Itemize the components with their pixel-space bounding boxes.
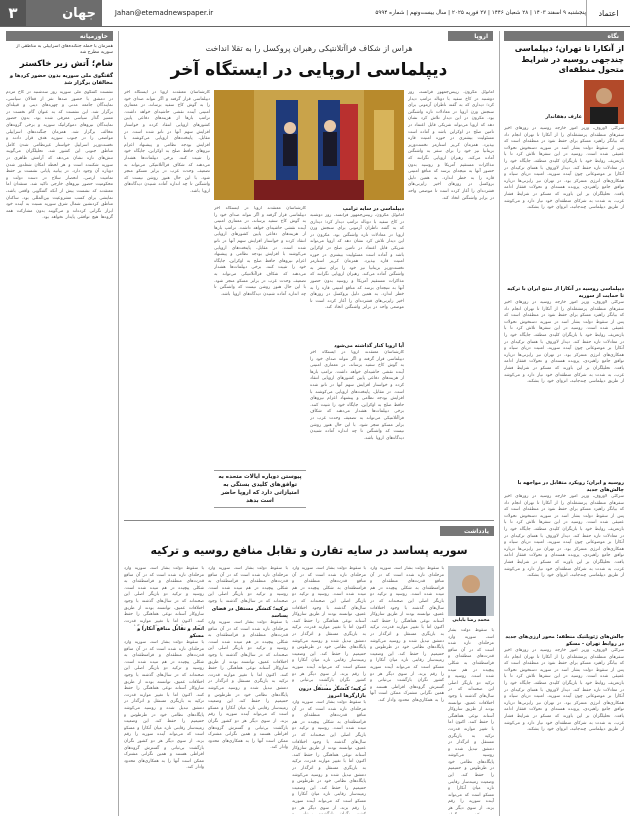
europe-label: اروپا [448,31,493,41]
left-section-label: خاورمیانه [6,31,113,41]
author-portrait-image [448,566,494,616]
bottom-body-5b: با سقوط دولت بشار اسد، سوریه وارد مرحله‌ای تازه شده است که در آن منافع قدرت‌های منطقه‌ای و فرامنطقه‌ای به شکلی پیچیده در هم تنیده شده است. روسیه و ترکیه دو بازیگر اصلی این صحنه‌اند که در سال‌های گذشته با وجود اختلافات عمیق، توانسته بودند از طریق سازوکار آستانه نوعی هماهنگی را حفظ کنند. اکنون اما با تغییر موازنه قدرت، ترکیه به بازیگری مستقل و اثرگذار در دمشق تبدیل شده و روسیه می‌کوشد پایگاه‌های نظامی خود در طرطوس و حمیمیم را حفظ کند. این وضعیت زمینه‌ساز رقابتی تازه میان آنکارا و مسکو است که می‌تواند آینده سوریه را رقم بزند. از سوی دیگر هر دو کشور نگران بازگشت بی‌ثباتی و گسترش گروه‌های افراطی هستند و همین نگرانی مشترک ممکن است آنها را به همکاری‌های محدود وادار کند. [124,640,204,771]
main-headline: دیپلماسی اروپایی در ایستگاه آخر [170,60,448,80]
main-body-b2: کارشناسان معتقدند اروپا در ایستگاه آخر دیپلماسی قرار گرفته و اگر نتواند صدای خود را به گوش کاخ سفید برساند، در معماری امنیتی آینده نقشی حاشیه‌ای خواهد داشت. ترامپ بارها از هزینه‌های دفاعی پایین کشورهای اروپایی انتقاد کرده و خواستار افزایش سهم آنها در ناتو شده است. در مقابل، پایتخت‌های اروپایی می‌کوشند با افزایش بودجه نظامی و پیشنهاد اعزام نیروهای حافظ صلح به اوکراین، جایگاه خود را تثبیت کنند. برخی دیپلمات‌ها هشدار می‌دهند که شکاف فراآتلانتیکی می‌تواند به تضعیف وحدت غرب در برابر مسکو منجر شود. با این حال هنوز روشن نیست که واشنگتن تا چه اندازه آماده شنیدن دیدگاه‌های اروپا باشد. [214,206,306,297]
left-headline: شام؛ آتش زیر خاکستر [19,59,113,69]
page-number: ۳ [0,0,26,26]
left-intro: همزمان با حمله جنگنده‌های اسراییلی به مناطقی از سوریه مطرح شد [16,44,113,55]
bottom-author-name: محمد رضا بابایی [452,618,490,623]
bottom-body-3b: با سقوط دولت بشار اسد، سوریه وارد مرحله‌ای تازه شده است که در آن منافع قدرت‌های منطقه‌ای و فرامنطقه‌ای به شکلی پیچیده در هم تنیده شده است. روسیه و ترکیه دو بازیگر اصلی این صحنه‌اند که در سال‌های گذشته با وجود اختلافات عمیق، توانسته بودند از طریق سازوکار آستانه نوعی هماهنگی را حفظ کنند. اکنون اما با تغییر موازنه قدرت، ترکیه به بازیگری مستقل و اثرگذار در دمشق تبدیل شده و روسیه می‌کوشد پایگاه‌های نظامی خود در طرطوس و حمیمیم را حفظ کند. این وضعیت زمینه‌ساز رقابتی تازه میان آنکارا و مسکو است که می‌تواند آینده سوریه را رقم بزند. از سوی دیگر هر دو [292,700,366,811]
right-column [504,126,624,816]
bottom-body-3: با سقوط دولت بشار اسد، سوریه وارد مرحله‌ای تازه شده است که در آن منافع قدرت‌های منطقه‌ای و فرامنطقه‌ای به شکلی پیچیده در هم تنیده شده است. روسیه و ترکیه دو بازیگر اصلی این صحنه‌اند که در سال‌های گذشته با وجود اختلافات عمیق، توانسته بودند از طریق سازوکار آستانه نوعی هماهنگی را حفظ کنند. اکنون اما با تغییر موازنه قدرت، ترکیه به بازیگری مستقل و اثرگذار در دمشق تبدیل شده و روسیه می‌کوشد پایگاه‌های نظامی خود در طرطوس و حمیمیم را حفظ کند. این وضعیت زمینه‌ساز رقابتی تازه میان آنکارا و مسکو است که می‌تواند آینده سوریه را رقم بزند. از سوی دیگر هر دو کشور نگران بازگشت بی‌ثباتی و [292,566,366,684]
main-body-a: امانوئل مکرون، رییس‌جمهور فرانسه، روز دوشنبه در کاخ سفید با دونالد ترامپ دیدار کرد؛ دیداری که به گفته ناظران آزمونی برای سنجش وزن اروپا در معادلات تازه واشنگتن بود. مکرون در این دیدار تلاش کرد نشان دهد که اروپا می‌تواند شریکی قابل اعتماد در تامین صلح در اوکراین باشد و آماده است مسئولیت بیشتری در حوزه امنیت قاره بپذیرد. همزمان کی‌یر استارمر نخست‌وزیر بریتانیا نیز خود را برای سفر به واشنگتن آماده می‌کند. رهبران اروپایی نگرانند که مذاکرات مستقیم آمریکا و روسیه بدون حضور آنها به نتیجه‌ای برسد که منافع امنیتی قاره را به خطر اندازد. به همین دلیل بروکسل در روزهای اخیر رایزنی‌های فشرده‌ای را آغاز کرده است تا موضعی واحد در برابر واشنگتن اتخاذ کند. [408,90,494,201]
right-author-photo [584,80,624,124]
bottom-col-1 [448,628,494,814]
press-conference-image [214,90,404,200]
left-lead: گفتگوی ملی سوریه بدون حضور کردها و مخالفان برگزار شد [9,73,113,86]
divider [499,31,500,816]
right-body-1: سرگئی لاوروف، وزیر امور خارجه روسیه در روزهای اخیر سفرهای منطقه‌ای پرمشغله‌ای را از آنکارا تا تهران انجام داد که بیانگر راهبرد مسکو برای حفظ نفوذ در منطقه‌ای است که پس از سقوط دولت بشار اسد در سوریه دستخوش تحولات عمیقی شده است. روسیه در این سفرها تلاش کرد تا با بازتعریف روابط خود با بازیگران کلیدی منطقه، جایگاه خود را در معادلات تازه حفظ کند. دیدار لاوروف با همتای ترکیه‌ای در آنکارا بر موضوعاتی چون آینده سوریه، امنیت دریای سیاه و همکاری‌های انرژی متمرکز بود. در تهران نیز رایزنی‌ها درباره توافق جامع راهبردی، پرونده هسته‌ای و تحولات قفقاز ادامه یافت. تحلیلگران بر این باورند که مسکو در شرایط فشار غرب، به شدت به شرکای منطقه‌ای خود نیاز دارد و می‌کوشد از طریق دیپلماسی چندجانبه، انزوای خود را بشکند. [504,126,624,211]
right-sub3: چالش‌های ژئوپلتیک منطقه؛ محور ارزی‌های جدید در روابط تهران - مسکو [505,634,624,647]
bottom-body-4b: با سقوط دولت بشار اسد، سوریه وارد مرحله‌ای تازه شده است که در آن منافع قدرت‌های منطقه‌ای و فرامنطقه‌ای به شکلی پیچیده در هم تنیده شده است. روسیه و ترکیه دو بازیگر اصلی این صحنه‌اند که در سال‌های گذشته با وجود اختلافات عمیق، توانسته بودند از طریق سازوکار آستانه نوعی هماهنگی را حفظ کنند. اکنون اما با تغییر موازنه قدرت، ترکیه به بازیگری مستقل و اثرگذار در دمشق تبدیل شده و روسیه می‌کوشد پایگاه‌های نظامی خود در طرطوس و حمیمیم را حفظ کند. این وضعیت زمینه‌ساز رقابتی تازه میان آنکارا و مسکو است که می‌تواند آینده سوریه را رقم بزند. از سوی دیگر هر دو کشور نگران بازگشت بی‌ثباتی و گسترش گروه‌های افراطی هستند و همین نگرانی مشترک ممکن است آنها را به همکاری‌های محدود وادار کند. [208,620,288,751]
left-body: نشست گفتگوی ملی سوریه روز سه‌شنبه در کاخ مردم در دمشق با حضور صدها نفر از فعالان سیاسی، نمایندگان جامعه مدنی و چهره‌های دینی و قبیله‌ای برگزار شد. این نشست که به عنوان گام نخست در مسیر گذار سیاسی معرفی شده بود، بدون حضور نمایندگان نیروهای دموکراتیک سوریه و برخی گروه‌های مخالف برگزار شد. همزمان جنگنده‌های اسراییلی مواضعی را در جنوب سوریه هدف قرار دادند و نخست‌وزیر اسراییل خواستار غیرنظامی شدن کامل مناطق جنوبی این کشور شد. تحلیلگران می‌گویند تنش‌های تازه نشان می‌دهد که آرامش ظاهری در سوریه شکننده است و هر لحظه امکان شعله‌ور شدن دوباره آن وجود دارد. در بیانیه پایانی نشست بر حفظ تمامیت ارضی، انحصار سلاح در دست دولت و محکومیت حضور نیروهای خارجی تاکید شد. منتقدان اما معتقدند که نشست بیش از آنکه گفتگویی واقعی باشد، نمایشی برای کسب مشروعیت بین‌المللی بود. ساکنان مناطق کردنشین شمال شرق سوریه نسبت به آینده خود ابراز نگرانی کرده‌اند و می‌گویند بدون مشارکت همه گروه‌ها هیچ توافقی پایدار نخواهد بود. [6,90,113,221]
bottom-body-1: با سقوط دولت بشار اسد، سوریه وارد مرحله‌ای تازه شده است که در آن منافع قدرت‌های منطقه‌ای و فرامنطقه‌ای به شکلی پیچیده در هم تنیده شده است. روسیه و ترکیه دو بازیگر اصلی این صحنه‌اند که در سال‌های گذشته با وجود اختلافات عمیق، توانسته بودند از طریق سازوکار آستانه نوعی هماهنگی را حفظ کنند. اکنون اما با تغییر موازنه قدرت، ترکیه به بازیگری مستقل و اثرگذار در دمشق تبدیل شده و روسیه می‌کوشد پایگاه‌های نظامی خود در طرطوس و حمیمیم را حفظ کند. این وضعیت زمینه‌ساز رقابتی تازه میان آنکارا و مسکو است که می‌تواند آینده سوریه را رقم بزند. از سوی دیگر هر [448,628,494,812]
right-body-3: سرگئی لاوروف، وزیر امور خارجه روسیه در روزهای اخیر سفرهای منطقه‌ای پرمشغله‌ای را از آنکارا تا تهران انجام داد که بیانگر راهبرد مسکو برای حفظ نفوذ در منطقه‌ای است که پس از سقوط دولت بشار اسد در سوریه دستخوش تحولات عمیقی شده است. روسیه در این سفرها تلاش کرد تا با بازتعریف روابط خود با بازیگران کلیدی منطقه، جایگاه خود را در معادلات تازه حفظ کند. دیدار لاوروف با همتای ترکیه‌ای در آنکارا بر موضوعاتی چون آینده سوریه، امنیت دریای سیاه و همکاری‌های انرژی متمرکز بود. در تهران نیز رایزنی‌ها درباره توافق جامع راهبردی، پرونده هسته‌ای و تحولات قفقاز ادامه یافت. تحلیلگران بر این باورند که مسکو در شرایط فشار غرب، به شدت به شرکای منطقه‌ای خود نیاز دارد و می‌کوشد از طریق دیپلماسی چندجانبه، انزوای خود را بشکند. [504,494,624,579]
bottom-col-2 [370,566,444,814]
main-body-a2: امانوئل مکرون، رییس‌جمهور فرانسه، روز دوشنبه در کاخ سفید با دونالد ترامپ دیدار کرد؛ دیداری که به گفته ناظران آزمونی برای سنجش وزن اروپا در معادلات تازه واشنگتن بود. مکرون در این دیدار تلاش کرد نشان دهد که اروپا می‌تواند شریکی قابل اعتماد در تامین صلح در اوکراین باشد و آماده است مسئولیت بیشتری در حوزه امنیت قاره بپذیرد. همزمان کی‌یر استارمر نخست‌وزیر بریتانیا نیز خود را برای سفر به واشنگتن آماده می‌کند. رهبران اروپایی نگرانند که مذاکرات مستقیم آمریکا و روسیه بدون حضور آنها به نتیجه‌ای برسد که منافع امنیتی قاره را به خطر اندازد. به همین دلیل بروکسل در روزهای اخیر رایزنی‌های فشرده‌ای را آغاز کرده است تا موضعی واحد در برابر واشنگتن اتخاذ کند. [310,213,404,311]
bottom-body-2: با سقوط دولت بشار اسد، سوریه وارد مرحله‌ای تازه شده است که در آن منافع قدرت‌های منطقه‌ای و فرامنطقه‌ای به شکلی پیچیده در هم تنیده شده است. روسیه و ترکیه دو بازیگر اصلی این صحنه‌اند که در سال‌های گذشته با وجود اختلافات عمیق، توانسته بودند از طریق سازوکار آستانه نوعی هماهنگی را حفظ کنند. اکنون اما با تغییر موازنه قدرت، ترکیه به بازیگری مستقل و اثرگذار در دمشق تبدیل شده و روسیه می‌کوشد پایگاه‌های نظامی خود در طرطوس و حمیمیم را حفظ کند. این وضعیت زمینه‌ساز رقابتی تازه میان آنکارا و مسکو است که می‌تواند آینده سوریه را رقم بزند. از سوی دیگر هر دو کشور نگران بازگشت بی‌ثباتی و گسترش گروه‌های افراطی هستند و همین نگرانی مشترک ممکن است آنها را به همکاری‌های محدود وادار کند. [370,566,444,703]
right-body-2: سرگئی لاوروف، وزیر امور خارجه روسیه در روزهای اخیر سفرهای منطقه‌ای پرمشغله‌ای را از آنکارا تا تهران انجام داد که بیانگر راهبرد مسکو برای حفظ نفوذ در منطقه‌ای است که پس از سقوط دولت بشار اسد در سوریه دستخوش تحولات عمیقی شده است. روسیه در این سفرها تلاش کرد تا با بازتعریف روابط خود با بازیگران کلیدی منطقه، جایگاه خود را در معادلات تازه حفظ کند. دیدار لاوروف با همتای ترکیه‌ای در آنکارا بر موضوعاتی چون آینده سوریه، امنیت دریای سیاه و همکاری‌های انرژی متمرکز بود. در تهران نیز رایزنی‌ها درباره توافق جامع راهبردی، پرونده هسته‌ای و تحولات قفقاز ادامه یافت. تحلیلگران بر این باورند که مسکو در شرایط فشار غرب، به شدت به شرکای منطقه‌ای خود نیاز دارد و می‌کوشد از طریق دیپلماسی چندجانبه، انزوای خود را بشکند. [504,300,624,385]
bottom-col-5 [124,566,204,814]
bottom-sub2: اتحاد و تقابل منافع آنکارا و مسکو [137,626,204,639]
main-photo [214,90,404,200]
main-body-b3: کارشناسان معتقدند اروپا در ایستگاه آخر دیپلماسی قرار گرفته و اگر نتواند صدای خود را به گوش کاخ سفید برساند، در معماری امنیتی آینده نقشی حاشیه‌ای خواهد داشت. ترامپ بارها از هزینه‌های دفاعی پایین کشورهای اروپایی انتقاد کرده و خواستار افزایش سهم آنها در ناتو شده است. در مقابل، پایتخت‌های اروپایی می‌کوشند با افزایش بودجه نظامی و پیشنهاد اعزام نیروهای حافظ صلح به اوکراین، جایگاه خود را تثبیت کنند. برخی دیپلمات‌ها هشدار می‌دهند که شکاف فراآتلانتیکی می‌تواند به تضعیف وحدت غرب در برابر مسکو منجر شود. با این حال هنوز روشن نیست که واشنگتن تا چه اندازه آماده شنیدن دیدگاه‌های اروپا باشد. [310,350,404,441]
main-col-right [408,90,494,500]
newspaper-logo: اعتماد [586,0,630,26]
right-sub1: دیپلماسی روسیه در آنکارا از منتج ایران با ترکیه تا حمایت از سوریه [507,286,624,299]
bottom-headline: سوریه پساسد در سایه تقارن و تقابل منافع روسیه و ترکیه [150,544,468,557]
pull-quote: پیوستن دوباره ایالات متحده به توافق‌های کلیدی بستگی به امتیازاتی دارد که اروپا حاضر است بدهد [214,470,306,508]
note-label: یادداشت [440,526,494,536]
main-sub1: دیپلماسی در سایه ترامپ [342,206,404,212]
main-col-mid-right [310,206,404,500]
right-sub2: روسیه و ایران؛ رویکرد متقابل در مواجهه با چالش‌های جدید [517,480,624,493]
bottom-body-5: با سقوط دولت بشار اسد، سوریه وارد مرحله‌ای تازه شده است که در آن منافع قدرت‌های منطقه‌ای و فرامنطقه‌ای به شکلی پیچیده در هم تنیده شده است. روسیه و ترکیه دو بازیگر اصلی این صحنه‌اند که در سال‌های گذشته با وجود اختلافات عمیق، توانسته بودند از طریق سازوکار آستانه نوعی هماهنگی را حفظ کنند. اکنون اما با تغییر موازنه قدرت، [124,566,204,624]
divider [118,31,119,816]
right-body-4: سرگئی لاوروف، وزیر امور خارجه روسیه در روزهای اخیر سفرهای منطقه‌ای پرمشغله‌ای را از آنکارا تا تهران انجام داد که بیانگر راهبرد مسکو برای حفظ نفوذ در منطقه‌ای است که پس از سقوط دولت بشار اسد در سوریه دستخوش تحولات عمیقی شده است. روسیه در این سفرها تلاش کرد تا با بازتعریف روابط خود با بازیگران کلیدی منطقه، جایگاه خود را در معادلات تازه حفظ کند. دیدار لاوروف با همتای ترکیه‌ای در آنکارا بر موضوعاتی چون آینده سوریه، امنیت دریای سیاه و همکاری‌های انرژی متمرکز بود. در تهران نیز رایزنی‌ها درباره توافق جامع راهبردی، پرونده هسته‌ای و تحولات قفقاز ادامه یافت. تحلیلگران بر این باورند که مسکو در شرایط فشار غرب، به شدت به شرکای منطقه‌ای خود نیاز دارد و می‌کوشد از طریق دیپلماسی چندجانبه، انزوای خود را بشکند. [504,648,624,733]
main-sub2: آیا اروپا کنار گذاشته می‌شود [334,343,404,349]
right-headline: از آنکارا تا تهران؛ دیپلماسی چندجهی روسیه در شرایط متحول منطقه‌ای [514,44,624,74]
right-section-label: نگاه [504,31,624,41]
section-name: جهان [26,0,104,26]
right-author-name: عارف دهقاندار [545,114,582,120]
bottom-sub3: ترکیه؛ کنشگر مستقل درون بازارگرها امروز [298,686,366,699]
section-email[interactable]: Jahan@etemadnewspaper.ir [114,9,214,17]
main-col-left [124,90,210,500]
bottom-body-4: با سقوط دولت بشار اسد، سوریه وارد مرحله‌ای تازه شده است که در آن منافع قدرت‌های منطقه‌ای و فرامنطقه‌ای به شکلی پیچیده در هم تنیده شده است. روسیه و ترکیه دو بازیگر اصلی این صحنه‌اند که در سال‌های گذشته با وجود [208,566,288,604]
bottom-col-3 [292,566,366,814]
date-line: پنجشنبه ۹ اسفند ۱۴۰۳ | ۲۸ شعبان ۱۴۴۶ | ۲۷ فوریه ۲۰۲۵ | سال بیست‌ونهم | شماره ۵۹۹۴ [375,10,586,16]
bottom-col-4 [208,566,288,814]
main-col-mid-left [214,206,306,500]
page-header [0,0,630,27]
main-kicker: هراس از شکاف فراآتلانتیکی رهبران پروکسل را به تقلا انداخت [205,44,413,53]
divider [124,520,494,521]
author-portrait-image [584,80,624,124]
left-column [6,44,113,816]
main-body-b: کارشناسان معتقدند اروپا در ایستگاه آخر دیپلماسی قرار گرفته و اگر نتواند صدای خود را به گوش کاخ سفید برساند، در معماری امنیتی آینده نقشی حاشیه‌ای خواهد داشت. ترامپ بارها از هزینه‌های دفاعی پایین کشورهای اروپایی انتقاد کرده و خواستار افزایش سهم آنها در ناتو شده است. در مقابل، پایتخت‌های اروپایی می‌کوشند با افزایش بودجه نظامی و پیشنهاد اعزام نیروهای حافظ صلح به اوکراین، جایگاه خود را تثبیت کنند. برخی دیپلمات‌ها هشدار می‌دهند که شکاف فراآتلانتیکی می‌تواند به تضعیف وحدت غرب در برابر مسکو منجر شود. با این حال هنوز روشن نیست که واشنگتن تا چه اندازه آماده شنیدن دیدگاه‌های اروپا باشد. [124,90,210,194]
bottom-author-photo [448,566,494,616]
bottom-sub1: ترکیه؛ کنشگر مستقل در فضای پساسد [211,606,288,619]
